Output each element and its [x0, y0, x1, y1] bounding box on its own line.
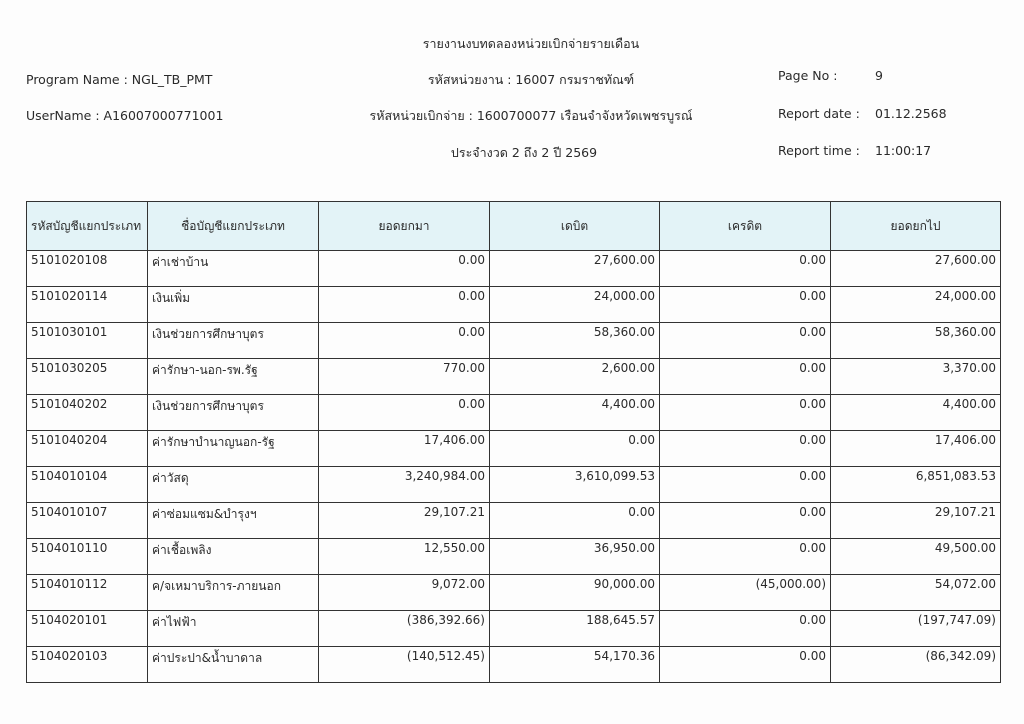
report-period: ประจำงวด 2 ถึง 2 ปี 2569	[450, 145, 598, 160]
account-code: 5104020103	[27, 647, 148, 683]
account-code: 5104010107	[27, 503, 148, 539]
account-code: 5101020114	[27, 287, 148, 323]
account-code: 5104010110	[27, 539, 148, 575]
opening-balance: 12,550.00	[319, 539, 490, 575]
page-number-label: Page No :	[778, 68, 838, 83]
credit-amount: 0.00	[660, 647, 831, 683]
account-name: เงินช่วยการศึกษาบุตร	[148, 323, 319, 359]
account-name: ค่าไฟฟ้า	[148, 611, 319, 647]
account-name: ค/จเหมาบริการ-ภายนอก	[148, 575, 319, 611]
report-time-value: 11:00:17	[875, 143, 932, 158]
closing-balance: 29,107.21	[831, 503, 1001, 539]
credit-amount: 0.00	[660, 287, 831, 323]
credit-amount: 0.00	[660, 323, 831, 359]
column-header-account-name: ชื่อบัญชีแยกประเภท	[148, 202, 319, 251]
debit-amount: 36,950.00	[490, 539, 660, 575]
debit-amount: 4,400.00	[490, 395, 660, 431]
opening-balance: 0.00	[319, 395, 490, 431]
account-name: ค่าเชื้อเพลิง	[148, 539, 319, 575]
table-row	[27, 359, 1001, 395]
account-name: ค่าเช่าบ้าน	[148, 251, 319, 287]
column-header-opening-balance: ยอดยกมา	[319, 202, 490, 251]
debit-amount: 54,170.36	[490, 647, 660, 683]
account-name: ค่าประปา&น้ำบาดาล	[148, 647, 319, 683]
opening-balance: (140,512.45)	[319, 647, 490, 683]
account-code: 5101030101	[27, 323, 148, 359]
closing-balance: 6,851,083.53	[831, 467, 1001, 503]
column-header-closing-balance: ยอดยกไป	[831, 202, 1001, 251]
debit-amount: 188,645.57	[490, 611, 660, 647]
debit-amount: 27,600.00	[490, 251, 660, 287]
trial-balance-table	[26, 201, 1001, 683]
account-code: 5101020108	[27, 251, 148, 287]
credit-amount: 0.00	[660, 503, 831, 539]
closing-balance: 3,370.00	[831, 359, 1001, 395]
debit-amount: 0.00	[490, 431, 660, 467]
credit-amount: 0.00	[660, 611, 831, 647]
table-header-row	[27, 202, 1001, 251]
closing-balance: 54,072.00	[831, 575, 1001, 611]
program-name: Program Name : NGL_TB_PMT	[26, 72, 213, 87]
column-header-account-code: รหัสบัญชีแยกประเภท	[27, 202, 148, 251]
account-code: 5101040202	[27, 395, 148, 431]
account-name: ค่ารักษาบำนาญนอก-รัฐ	[148, 431, 319, 467]
account-name: เงินช่วยการศึกษาบุตร	[148, 395, 319, 431]
opening-balance: 17,406.00	[319, 431, 490, 467]
debit-amount: 3,610,099.53	[490, 467, 660, 503]
closing-balance: 4,400.00	[831, 395, 1001, 431]
table-row	[27, 323, 1001, 359]
closing-balance: 17,406.00	[831, 431, 1001, 467]
debit-amount: 0.00	[490, 503, 660, 539]
debit-amount: 2,600.00	[490, 359, 660, 395]
account-name: ค่าซ่อมแซม&บำรุงฯ	[148, 503, 319, 539]
table-row	[27, 251, 1001, 287]
account-code: 5104010104	[27, 467, 148, 503]
credit-amount: 0.00	[660, 431, 831, 467]
account-code: 5104010112	[27, 575, 148, 611]
account-code: 5101040204	[27, 431, 148, 467]
table-row	[27, 395, 1001, 431]
closing-balance: 49,500.00	[831, 539, 1001, 575]
closing-balance: (86,342.09)	[831, 647, 1001, 683]
credit-amount: 0.00	[660, 395, 831, 431]
report-title: รายงานงบทดลองหน่วยเบิกจ่ายรายเดือน	[422, 36, 640, 51]
opening-balance: 0.00	[319, 251, 490, 287]
report-date-value: 01.12.2568	[875, 106, 947, 121]
table-row	[27, 287, 1001, 323]
table-row	[27, 467, 1001, 503]
agency-code: รหัสหน่วยงาน : 16007 กรมราชทัณฑ์	[427, 72, 635, 87]
opening-balance: 29,107.21	[319, 503, 490, 539]
report-date-label: Report date :	[778, 106, 860, 121]
opening-balance: 0.00	[319, 323, 490, 359]
account-name: ค่าวัสดุ	[148, 467, 319, 503]
table-row	[27, 647, 1001, 683]
page-number-value: 9	[875, 68, 883, 83]
account-name: ค่ารักษา-นอก-รพ.รัฐ	[148, 359, 319, 395]
opening-balance: 3,240,984.00	[319, 467, 490, 503]
report-time-label: Report time :	[778, 143, 860, 158]
debit-amount: 24,000.00	[490, 287, 660, 323]
credit-amount: 0.00	[660, 467, 831, 503]
opening-balance: 9,072.00	[319, 575, 490, 611]
closing-balance: 27,600.00	[831, 251, 1001, 287]
closing-balance: (197,747.09)	[831, 611, 1001, 647]
column-header-debit: เดบิต	[490, 202, 660, 251]
debit-amount: 90,000.00	[490, 575, 660, 611]
credit-amount: 0.00	[660, 539, 831, 575]
account-code: 5104020101	[27, 611, 148, 647]
opening-balance: (386,392.66)	[319, 611, 490, 647]
table-row	[27, 611, 1001, 647]
table-row	[27, 539, 1001, 575]
account-code: 5101030205	[27, 359, 148, 395]
table-row	[27, 431, 1001, 467]
credit-amount: (45,000.00)	[660, 575, 831, 611]
user-name: UserName : A16007000771001	[26, 108, 224, 123]
table-row	[27, 503, 1001, 539]
credit-amount: 0.00	[660, 359, 831, 395]
disbursement-unit: รหัสหน่วยเบิกจ่าย : 1600700077 เรือนจำจังหวัดเพชรบูรณ์	[369, 108, 693, 123]
closing-balance: 58,360.00	[831, 323, 1001, 359]
closing-balance: 24,000.00	[831, 287, 1001, 323]
account-name: เงินเพิ่ม	[148, 287, 319, 323]
debit-amount: 58,360.00	[490, 323, 660, 359]
opening-balance: 0.00	[319, 287, 490, 323]
column-header-credit: เครดิต	[660, 202, 831, 251]
opening-balance: 770.00	[319, 359, 490, 395]
credit-amount: 0.00	[660, 251, 831, 287]
table-row	[27, 575, 1001, 611]
